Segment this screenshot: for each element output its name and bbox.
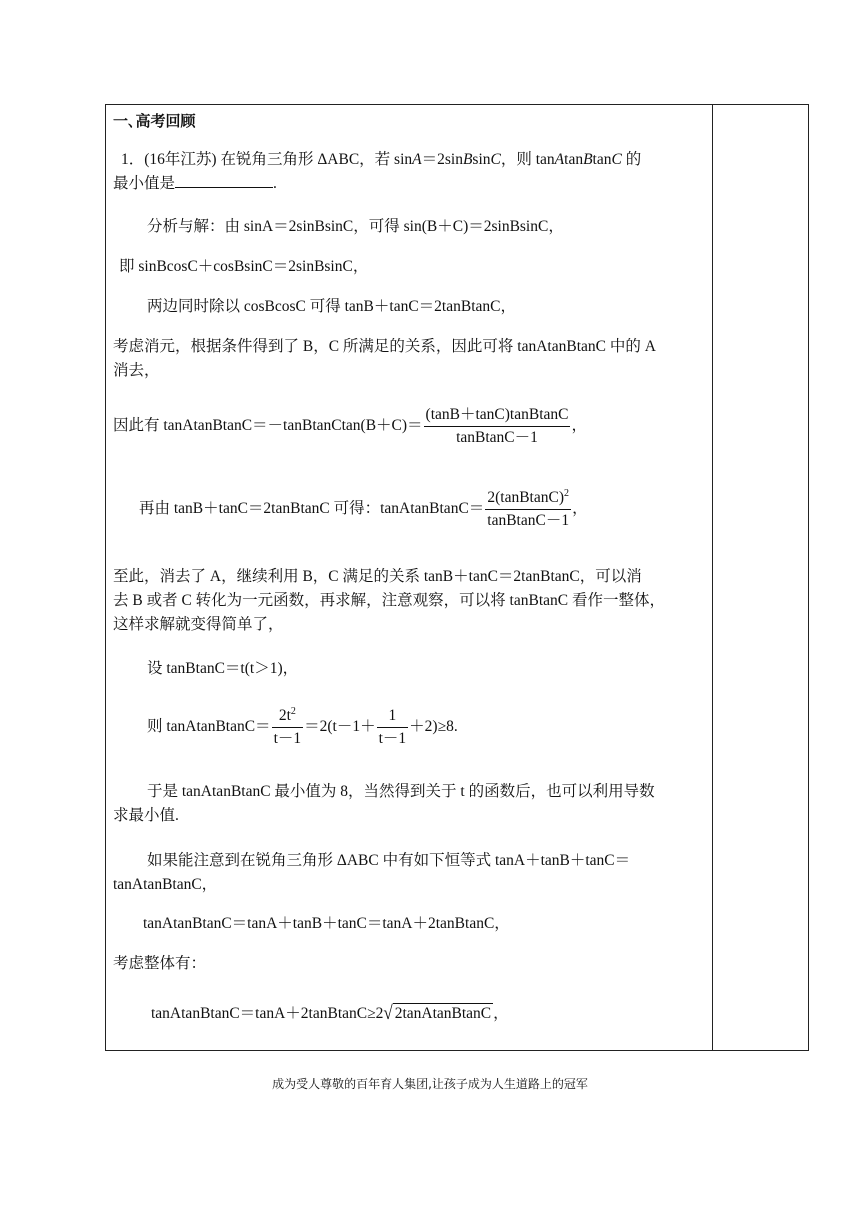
formula-line-1 (113, 404, 707, 449)
problem-text: 1．(16年江苏) 在锐角三角形 (121, 151, 314, 168)
text-line: 至此，消去了 A，继续利用 B，C 满足的关系 tanB＋tanC＝2tanBtanC，可以消 (113, 568, 642, 585)
radicand: 2tanAtanBtanC (394, 1005, 492, 1022)
footer-slogan: 成为受人尊敬的百年育人集团,让孩子成为人生道路上的冠军 (272, 1077, 588, 1091)
table-column-divider (712, 104, 713, 1051)
var-b: B (583, 151, 593, 168)
fraction (272, 705, 304, 750)
formula-line-2 (113, 487, 733, 532)
formula-line-4 (113, 1001, 745, 1026)
formula-text: ＝2(t－1＋ (304, 718, 376, 736)
formula-line-3 (113, 705, 741, 750)
exponent: 2 (290, 705, 296, 717)
text-line: 于是 tanAtanBtanC 最小值为 8，当然得到关于 t 的函数后，也可以利用导数 (147, 783, 655, 800)
formula-text: ， (572, 500, 588, 518)
fraction (485, 487, 571, 532)
line-identity: tanAtanBtanC＝tanA＋tanB＋tanC＝tanA＋2tanBtanC， (143, 915, 510, 932)
text-line: 消去， (113, 362, 160, 379)
answer-blank (175, 173, 273, 188)
triangle-symbol: ΔABC (317, 151, 360, 168)
var-c: C (611, 151, 622, 168)
line-eliminate (113, 335, 707, 383)
fraction (377, 705, 409, 750)
formula-text: 因此有 tanAtanBtanC＝－tanBtanCtan(B＋C)＝ (113, 417, 423, 435)
paragraph-minimum (113, 780, 707, 828)
problem-text: ＝2sin (421, 151, 463, 168)
problem-statement (113, 148, 707, 196)
formula-text: ， (493, 1005, 509, 1022)
section-heading: 一､高考回顾 (113, 112, 196, 130)
var-c: C (490, 151, 501, 168)
problem-text: ，若 sin (359, 151, 413, 168)
text-line: 如果能注意到在锐角三角形 ΔABC 中有如下恒等式 tanA＋tanB＋tanC＝ (147, 852, 631, 869)
problem-text: . (273, 175, 277, 192)
paragraph-continue (113, 565, 707, 637)
line-whole: 考虑整体有： (113, 955, 207, 972)
text-line: tanAtanBtanC， (113, 876, 218, 893)
var-a: A (554, 151, 565, 168)
denominator: t－1 (378, 730, 407, 747)
var-a: A (412, 151, 422, 168)
denominator: tanBtanC－1 (456, 429, 538, 446)
numerator-text: 2(tanBtanC) (487, 489, 564, 506)
formula-text: ， (571, 417, 587, 435)
sqrt-icon: √ (383, 1001, 393, 1024)
problem-text: 的 (621, 151, 642, 168)
formula-text: 再由 tanB＋tanC＝2tanBtanC 可得：tanAtanBtanC＝ (139, 500, 485, 518)
numerator (485, 487, 571, 510)
denominator: tanBtanC－1 (487, 512, 570, 529)
numerator: (tanB＋tanC)tanBtanC (424, 404, 571, 427)
problem-text: 最小值是 (113, 175, 176, 192)
var-b: B (462, 151, 473, 168)
numerator: 1 (377, 705, 409, 728)
text-line: 去 B 或者 C 转化为一元函数，再求解，注意观察，可以将 tanBtanC 看作一整体， (113, 592, 665, 609)
formula-text: tanAtanBtanC＝tanA＋2tanBtanC≥2 (151, 1005, 384, 1022)
exponent: 2 (564, 487, 569, 499)
fraction (424, 404, 571, 449)
line-expand: 即 sinBcosC＋cosBsinC＝2sinBsinC， (119, 258, 369, 275)
text-line: 求最小值. (113, 807, 179, 824)
text-line: 这样求解就变得简单了， (113, 616, 284, 633)
formula-text: ＋2)≥8. (409, 718, 458, 736)
line-analysis: 分析与解：由 sinA＝2sinBsinC，可得 sin(B＋C)＝2sinBsinC， (147, 218, 564, 235)
paragraph-identity (113, 849, 707, 897)
problem-text: tan (564, 151, 584, 168)
formula-text: 则 tanAtanBtanC＝ (147, 718, 271, 736)
problem-text: sin (472, 151, 491, 168)
line-substitute: 设 tanBtanC＝t(t＞1)， (147, 660, 299, 677)
numerator (272, 705, 304, 728)
problem-text: tan (592, 151, 612, 168)
text-line: 考虑消元，根据条件得到了 B，C 所满足的关系，因此可将 tanAtanBtanC 中的 A (113, 338, 656, 355)
numerator-text: 2t (278, 707, 291, 724)
denominator: t－1 (273, 730, 302, 747)
problem-text: ，则 tan (500, 151, 555, 168)
line-divide: 两边同时除以 cosBcosC 可得 tanB＋tanC＝2tanBtanC， (147, 298, 516, 315)
